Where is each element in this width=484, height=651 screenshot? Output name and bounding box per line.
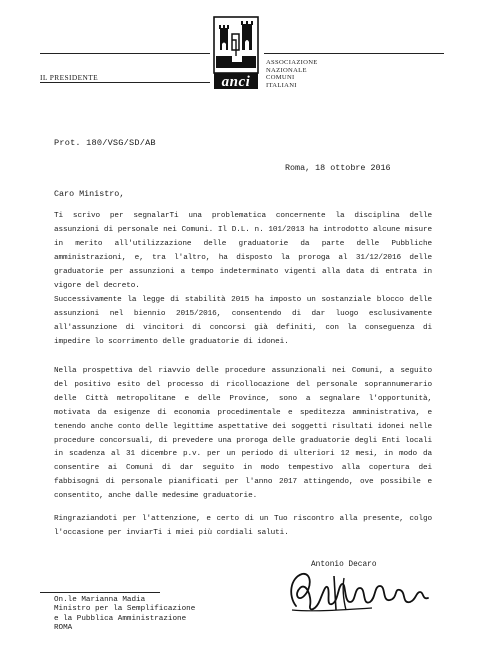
office-rule: [40, 82, 210, 83]
office-title: IL PRESIDENTE: [40, 73, 99, 82]
addressee-rule: [40, 592, 160, 593]
organization-name: [266, 59, 318, 89]
greeting: Caro Ministro,: [54, 189, 125, 199]
signer-name: Antonio Decaro: [311, 561, 377, 569]
addressee-line: Ministro per la Semplificazione: [54, 605, 196, 614]
org-line: ITALIANI: [266, 81, 297, 89]
org-line: NAZIONALE: [266, 66, 307, 74]
body-paragraph: Ti scrivo per segnalarTi una problematica concernente la disciplina delle assunzioni di personale nei Comuni. Il D.L. n. 101/2013 ha introdotto alcune misure in merito all'utilizzazione delle graduatorie da parte delle Pubbliche amministrazioni, e, tra l'altro, ha disposto la proroga al 31/12/2016 delle graduatorie per assunzioni a tempo indeterminato vigenti alla data di entrata in vigore del decreto.: [54, 212, 432, 290]
letter-date: Roma, 18 ottobre 2016: [285, 163, 391, 173]
body-paragraph: Ringraziandoti per l'attenzione, e certo di un Tuo riscontro alla presente, colgo l'occasione per inviarTi i miei più cordiali saluti.: [54, 515, 432, 537]
protocol-number: Prot. 180/VSG/SD/AB: [54, 138, 156, 148]
logo-wordmark: anci: [221, 74, 251, 90]
addressee-line: e la Pubblica Amministrazione: [54, 614, 187, 623]
body-paragraph: Nella prospettiva del riavvio delle procedure assunzionali nei Comuni, a seguito del positivo esito del processo di ricollocazione del personale soprannumerario delle Città metropolitane e delle Province, sono a segnalare l'opportunità, motivata da esigenze di economia procedimentale e speditezza amministrativa, e tenendo anche conto delle legittime aspettative dei soggetti risultati idonei nelle procedure concorsuali, di prevedere una proroga delle graduatorie degli Enti locali in scadenza al 31 dicembre p.v. per un periodo di ulteriori 12 mesi, in modo da consentire ai Comuni di dar seguito in modo tempestivo alla copertura dei fabbisogni di personale pianificati per l'anno 2017 attingendo, ove possibile e consentito, anche dalle medesime graduatorie.: [54, 367, 432, 501]
addressee-line: On.le Marianna Madia: [54, 596, 146, 604]
org-line: ASSOCIAZIONE: [266, 59, 318, 66]
body-paragraph: Successivamente la legge di stabilità 2015 ha imposto un sostanziale blocco delle assunzioni nel biennio 2015/2016, consentendo di dar luogo esclusivamente all'assunzione di vincitori di concorsi già definiti, con la conseguenza di impedire lo scorrimento delle graduatorie di idonei.: [54, 296, 432, 346]
header-rule-right: [264, 53, 444, 54]
header-rule-left: [40, 53, 210, 54]
org-line: COMUNI: [266, 74, 295, 82]
addressee-block: [54, 596, 195, 634]
signature-image: [282, 566, 452, 616]
addressee-line: ROMA: [54, 624, 73, 633]
anci-logo: [212, 16, 262, 90]
